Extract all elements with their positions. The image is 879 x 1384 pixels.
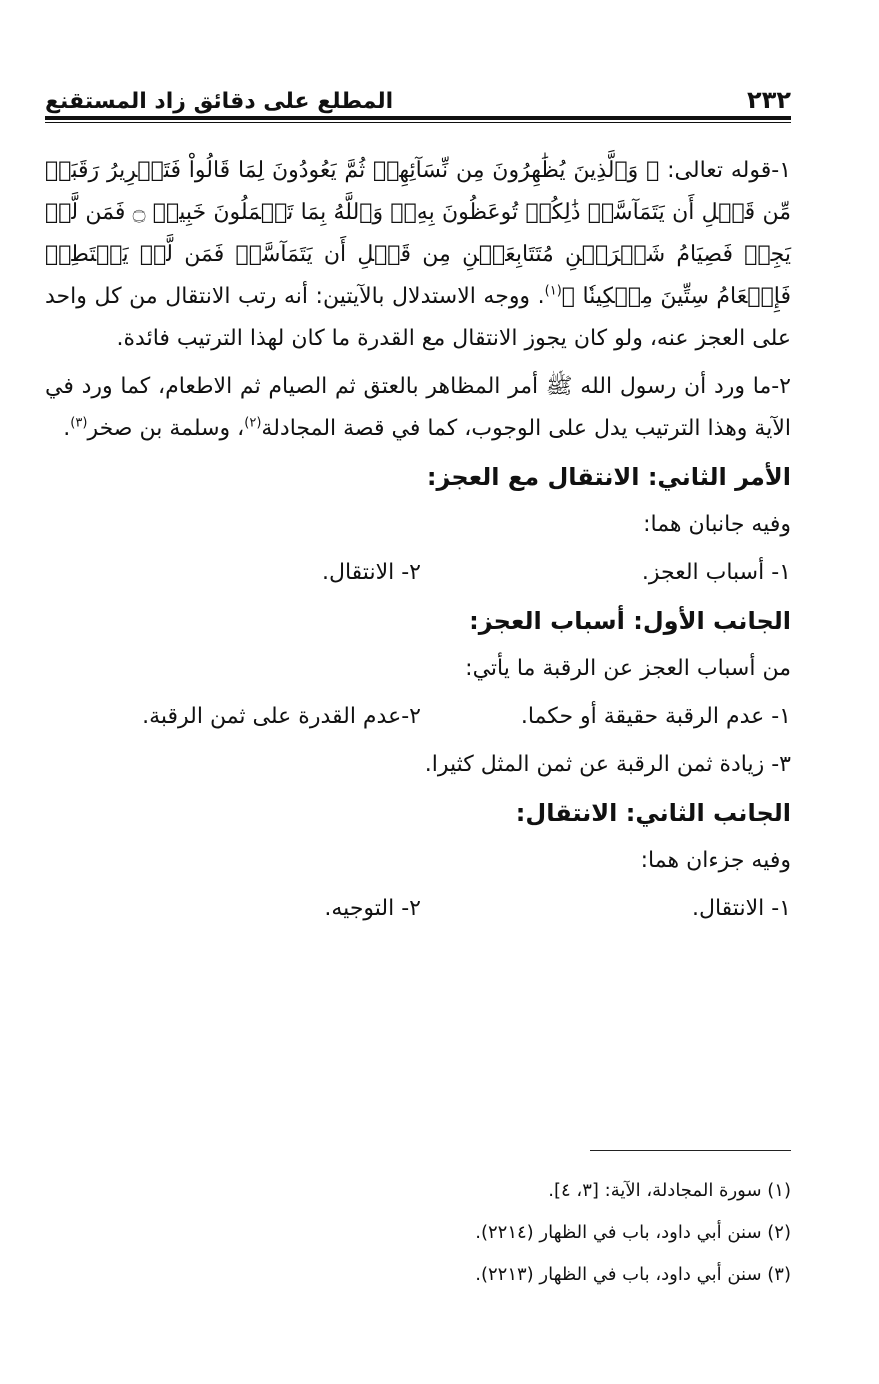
header-rule-thin xyxy=(45,122,791,123)
footnote-3: (٣) سنن أبي داود، باب في الظهار (٢٢١٣). xyxy=(475,1264,791,1285)
evidence-1-lead: ١-قوله تعالى: xyxy=(659,158,792,183)
list-item: ٢- التوجيه. xyxy=(324,896,421,921)
footnote-2: (٢) سنن أبي داود، باب في الظهار (٢٢١٤). xyxy=(475,1222,791,1243)
main-text xyxy=(45,150,791,936)
footnote-1: (١) سورة المجادلة، الآية: [٣، ٤]. xyxy=(548,1180,791,1201)
paragraph-evidence-1 xyxy=(45,150,791,360)
footnote-ref-3: (٣) xyxy=(70,415,88,431)
section-intro: وفيه جانبان هما: xyxy=(643,512,791,537)
list-item: ٣- زيادة ثمن الرقبة عن ثمن المثل كثيرا. xyxy=(424,752,791,777)
footnote-ref-2: (٢) xyxy=(244,415,262,431)
page-number: ٢٣٢ xyxy=(747,86,791,114)
subsection-intro: من أسباب العجز عن الرقبة ما يأتي: xyxy=(465,656,791,681)
section-heading-inability: الأمر الثاني: الانتقال مع العجز: xyxy=(426,463,791,491)
evidence-1-text: . ووجه الاستدلال بالآيتين: أنه رتب الانتقال من كل واحد على العجز عنه، ولو كان يجوز الانتقال مع القدرة ما كان لهذا الترتيب فائدة. xyxy=(45,284,791,351)
section-items xyxy=(45,552,791,594)
evidence-2-text-c: . xyxy=(63,416,71,441)
header-rule-thick xyxy=(45,116,791,120)
causes-items xyxy=(45,696,791,738)
list-item: ١- عدم الرقبة حقيقة أو حكما. xyxy=(520,704,791,729)
page-header xyxy=(45,80,791,114)
footnote-ref-1: (١) xyxy=(544,283,562,299)
subsection-heading-causes: الجانب الأول: أسباب العجز: xyxy=(469,607,791,635)
paragraph-evidence-2 xyxy=(45,366,791,450)
evidence-2-text-a: ٢-ما ورد أن رسول الله ﷺ أمر المظاهر بالعتق ثم الصيام ثم الاطعام، كما ورد في الآية وهذا الترتيب يدل على الوجوب، كما في قصة المجادلة xyxy=(45,374,791,441)
evidence-2-text-b: ، وسلمة بن صخر xyxy=(87,416,245,441)
quran-verse: ﴿ وَٱلَّذِينَ يُظَٰهِرُونَ مِن نِّسَآئِهِمۡ ثُمَّ يَعُودُونَ لِمَا قَالُواْ فَتَحۡرِيرُ رَقَبَةٖ مِّن قَبۡلِ أَن يَتَمَآسَّاۚ ذَٰلِكُمۡ تُوعَظُونَ بِهِۦۚ وَٱللَّهُ بِمَا تَعۡمَلُونَ خَبِيرٞ ۝ فَمَن لَّمۡ يَجِدۡ فَصِيَامُ شَهۡرَيۡنِ مُتَتَابِعَيۡنِ مِن قَبۡلِ أَن يَتَمَآسَّاۖ فَمَن لَّمۡ يَسۡتَطِعۡ فَإِطۡعَامُ سِتِّينَ مِسۡكِينٗا ﴾ xyxy=(45,158,791,309)
list-item: ١- الانتقال. xyxy=(692,896,791,921)
list-item: ٢-عدم القدرة على ثمن الرقبة. xyxy=(142,704,421,729)
footnotes xyxy=(45,1170,791,1296)
list-item: ١- أسباب العجز. xyxy=(641,560,791,585)
subsection-heading-transition: الجانب الثاني: الانتقال: xyxy=(515,799,791,827)
subsection-intro: وفيه جزءان هما: xyxy=(640,848,791,873)
running-title: المطلع على دقائق زاد المستقنع xyxy=(45,89,394,114)
list-item: ٢- الانتقال. xyxy=(322,560,421,585)
footnote-separator xyxy=(590,1150,791,1151)
transition-items xyxy=(45,888,791,930)
